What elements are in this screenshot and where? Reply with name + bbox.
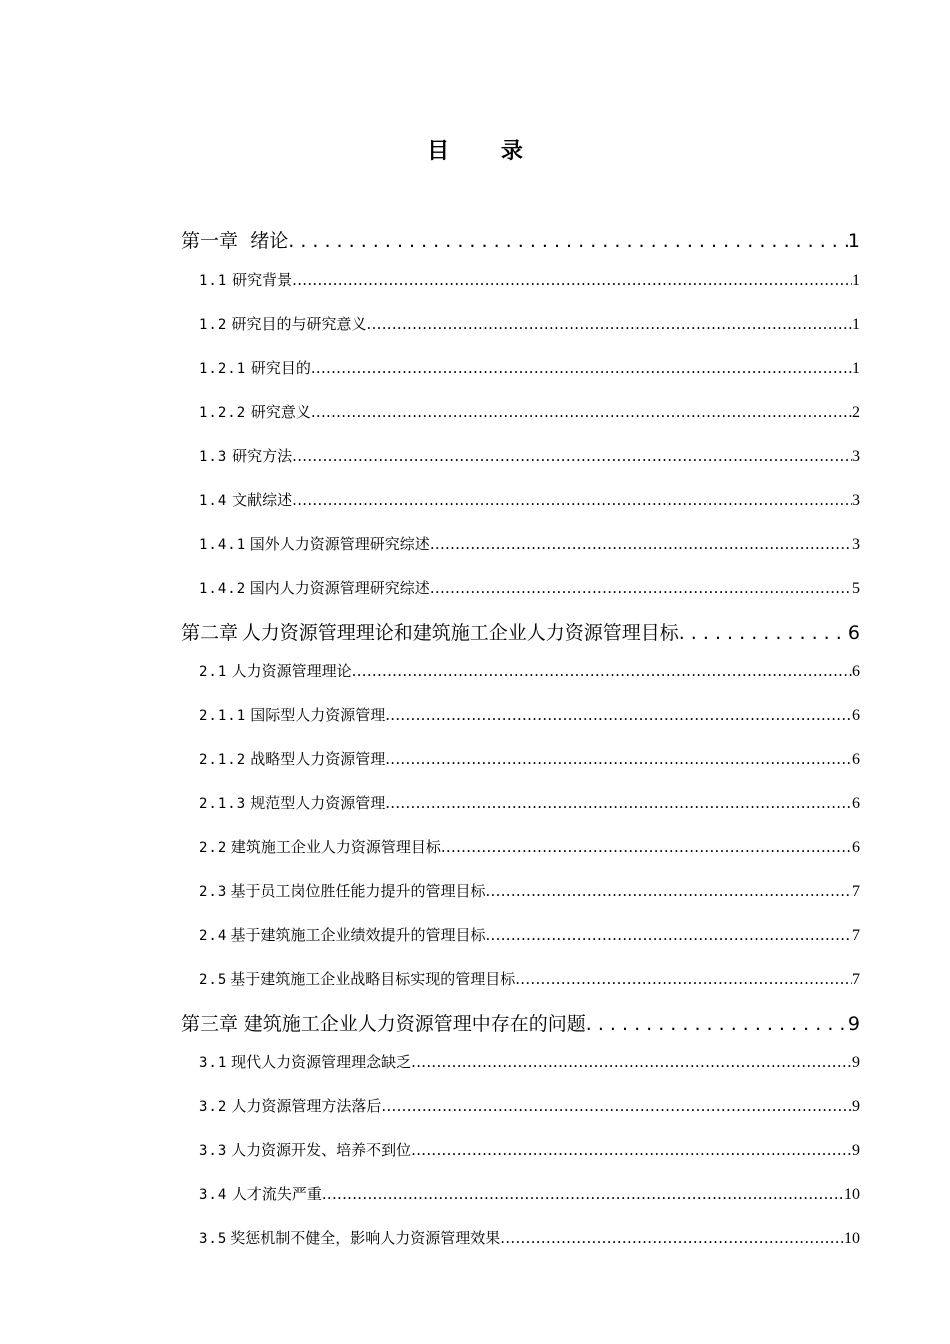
toc-page-number: 9 [847, 1013, 860, 1035]
toc-entry-title: 研究方法 [232, 447, 293, 465]
toc-page-number: 9 [852, 1054, 860, 1071]
toc-entry-title: 绪论 [250, 230, 289, 252]
toc-entry-number: 1.2.1 [199, 361, 247, 377]
toc-dot-leader [679, 618, 848, 648]
toc-entry-title: 国外人力资源管理研究综述 [249, 535, 430, 553]
toc-page-number: 10 [844, 1186, 860, 1203]
toc-entry-title: 人才流失严重 [231, 1185, 322, 1203]
toc-entry-title: 人力资源管理理论和建筑施工企业人力资源管理目标 [241, 622, 679, 644]
toc-dot-leader [515, 964, 852, 994]
toc-dot-leader [430, 573, 852, 603]
toc-dot-leader [500, 1223, 844, 1253]
toc-page-number: 7 [852, 927, 860, 944]
toc-entry-title: 现代人力资源管理理念缺乏 [231, 1053, 412, 1071]
toc-page-number: 1 [847, 230, 860, 252]
toc-entry-title: 奖惩机制不健全，影响人力资源管理效果 [230, 1229, 501, 1247]
toc-section-entry[interactable] [199, 964, 860, 994]
toc-entry-number: 1.4.1 [199, 537, 247, 553]
toc-page-number: 6 [852, 839, 860, 856]
toc-entry-number: 2.1.1 [199, 708, 247, 724]
toc-page-number: 6 [852, 751, 860, 768]
toc-chapter-entry[interactable] [181, 1009, 860, 1039]
toc-entry-number: 1.2.2 [199, 405, 247, 421]
toc-dot-leader [292, 265, 852, 295]
toc-section-entry[interactable] [199, 397, 860, 427]
toc-chapter-entry[interactable] [181, 618, 860, 648]
toc-dot-leader [288, 226, 848, 256]
toc-page-number: 3 [852, 492, 860, 509]
toc-dot-leader [485, 920, 852, 950]
toc-entry-number: 1.3 [199, 449, 228, 465]
toc-section-entry[interactable] [199, 876, 860, 906]
toc-page-number: 5 [852, 580, 860, 597]
toc-entry-number: 3.3 [199, 1143, 228, 1159]
toc-dot-leader [311, 397, 852, 427]
toc-entry-number: 1.4.2 [199, 581, 247, 597]
toc-dot-leader [586, 1009, 848, 1039]
toc-section-entry[interactable] [199, 920, 860, 950]
toc-dot-leader [411, 1135, 852, 1165]
toc-entry-number: 1.1 [199, 273, 228, 289]
toc-dot-leader [430, 529, 852, 559]
toc-page-number: 9 [852, 1098, 860, 1115]
toc-page-number: 9 [852, 1142, 860, 1159]
toc-entry-title: 基于建筑施工企业战略目标实现的管理目标 [230, 970, 516, 988]
toc-entry-title: 国内人力资源管理研究综述 [249, 579, 430, 597]
toc-section-entry[interactable] [199, 573, 860, 603]
toc-entry-title: 文献综述 [232, 491, 293, 509]
toc-page-number: 1 [852, 316, 860, 333]
toc-dot-leader [385, 788, 852, 818]
toc-entry-title: 建筑施工企业人力资源管理中存在的问题 [243, 1013, 586, 1035]
toc-page-number: 7 [852, 883, 860, 900]
toc-entry-title: 人力资源开发、培养不到位 [231, 1141, 412, 1159]
toc-entry-number: 3.2 [199, 1099, 228, 1115]
toc-dot-leader [352, 656, 852, 686]
toc-section-entry[interactable] [199, 441, 860, 471]
toc-entry-number: 2.1 [199, 664, 228, 680]
toc-section-entry[interactable] [199, 1091, 860, 1121]
toc-entry-number: 1.2 [199, 317, 228, 333]
toc-page-number: 6 [852, 663, 860, 680]
toc-page-number: 7 [852, 971, 860, 988]
toc-entry-title: 研究意义 [250, 403, 311, 421]
toc-entry-number: 第二章 [181, 622, 239, 644]
toc-page-number: 10 [844, 1230, 860, 1247]
toc-entry-number: 3.4 [199, 1187, 228, 1203]
toc-dot-leader [311, 353, 852, 383]
toc-dot-leader [322, 1179, 844, 1209]
toc-page-number: 6 [847, 622, 860, 644]
toc-entry-title: 建筑施工企业人力资源管理目标 [230, 838, 441, 856]
toc-entry-number: 1.4 [199, 493, 228, 509]
toc-entry-number: 2.5 [199, 972, 228, 988]
toc-section-entry[interactable] [199, 700, 860, 730]
toc-section-entry[interactable] [199, 309, 860, 339]
toc-entry-number: 2.3 [199, 884, 228, 900]
toc-section-entry[interactable] [199, 788, 860, 818]
toc-entry-title: 基于员工岗位胜任能力提升的管理目标 [230, 882, 486, 900]
toc-dot-leader [381, 1091, 852, 1121]
toc-dot-leader [367, 309, 852, 339]
toc-entry-number: 2.1.3 [199, 796, 247, 812]
toc-dot-leader [411, 1047, 852, 1077]
toc-section-entry[interactable] [199, 1179, 860, 1209]
toc-dot-leader [292, 441, 852, 471]
toc-dot-leader [385, 700, 852, 730]
toc-entry-number: 2.2 [199, 840, 228, 856]
toc-entry-title: 战略型人力资源管理 [250, 750, 386, 768]
toc-section-entry[interactable] [199, 656, 860, 686]
toc-section-entry[interactable] [199, 832, 860, 862]
toc-dot-leader [292, 485, 852, 515]
toc-section-entry[interactable] [199, 353, 860, 383]
toc-entry-title: 人力资源管理理论 [231, 662, 352, 680]
toc-page-number: 3 [852, 448, 860, 465]
toc-section-entry[interactable] [199, 1047, 860, 1077]
toc-entry-title: 规范型人力资源管理 [250, 794, 386, 812]
toc-page-number: 3 [852, 536, 860, 553]
toc-entry-title: 人力资源管理方法落后 [231, 1097, 382, 1115]
toc-entry-number: 第一章 [181, 230, 239, 252]
toc-section-entry[interactable] [199, 1135, 860, 1165]
toc-chapter-entry[interactable] [181, 226, 860, 256]
toc-dot-leader [385, 744, 852, 774]
toc-entry-number: 2.4 [199, 928, 228, 944]
toc-dot-leader [441, 832, 852, 862]
toc-section-entry[interactable] [199, 744, 860, 774]
toc-entry-number: 第三章 [181, 1013, 239, 1035]
toc-page-number: 1 [852, 360, 860, 377]
toc-page-number: 1 [852, 272, 860, 289]
toc-page-number: 6 [852, 795, 860, 812]
toc-page-number: 2 [852, 404, 860, 421]
toc-entry-number: 3.1 [199, 1055, 228, 1071]
page-title: 目 录 [427, 139, 545, 164]
toc-dot-leader [485, 876, 852, 906]
toc-entry-title: 研究目的 [250, 359, 311, 377]
toc-section-entry[interactable] [199, 529, 860, 559]
toc-entry-title: 研究目的与研究意义 [231, 315, 367, 333]
toc-entry-title: 国际型人力资源管理 [250, 706, 386, 724]
toc-section-entry[interactable] [199, 265, 860, 295]
toc-section-entry[interactable] [199, 1223, 860, 1253]
toc-entry-number: 3.5 [199, 1231, 228, 1247]
toc-entry-title: 基于建筑施工企业绩效提升的管理目标 [230, 926, 486, 944]
toc-page-number: 6 [852, 707, 860, 724]
toc-entry-title: 研究背景 [232, 271, 293, 289]
toc-section-entry[interactable] [199, 485, 860, 515]
toc-entry-number: 2.1.2 [199, 752, 247, 768]
